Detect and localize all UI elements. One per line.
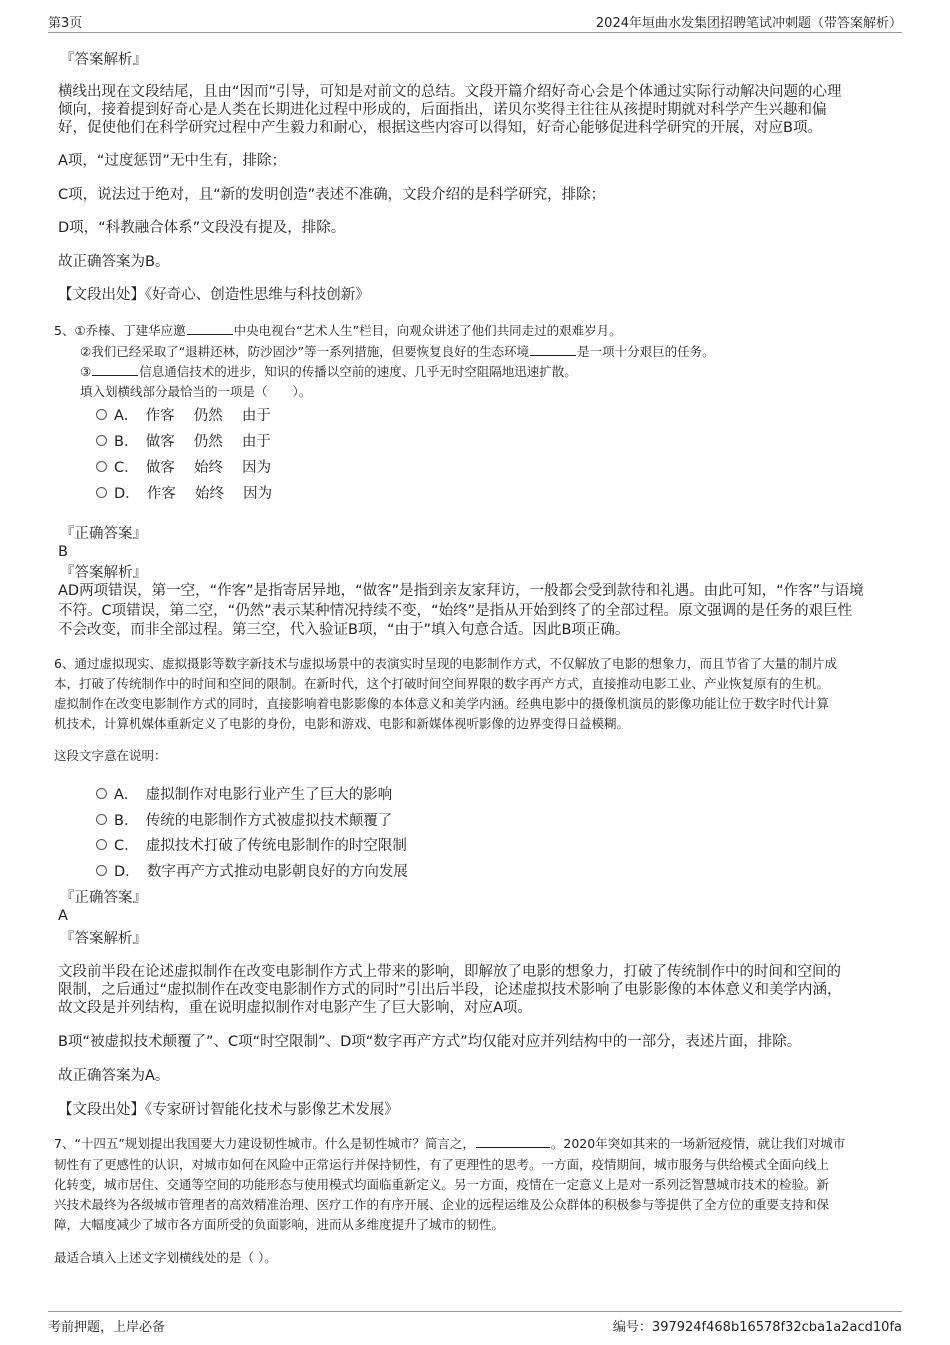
q5-option-b[interactable] xyxy=(96,430,396,450)
question-5-line1 xyxy=(54,321,622,341)
question-7-line: 障，大幅度减少了城市各方面所受的负面影响，进而从多维度提升了城市的韧性。 xyxy=(54,1217,505,1232)
radio-button[interactable] xyxy=(96,788,107,799)
radio-button[interactable] xyxy=(96,839,107,850)
analysis-line: 横线出现在文段结尾，且由“因而”引导，可知是对前文的总结。文段开篇介绍好奇心会是个体通过实际行动解决问题的心理 xyxy=(58,84,842,100)
radio-button[interactable] xyxy=(96,435,107,446)
fill-blank xyxy=(187,333,233,335)
q5-text: ②我们已经采取了“退耕还林，防沙固沙”等一系列措施，但要恢复良好的生态环境 xyxy=(80,344,530,359)
analysis-title: 『答案解析』 xyxy=(60,52,147,68)
question-6-line: 本，打破了传统制作中的时间和空间的限制。在新时代，这个打破时间空间界限的数字再产方式，直接推动电影工业、产业恢复原有的生机。 xyxy=(54,676,830,691)
question-6-prompt: 这段文字意在说明： xyxy=(54,748,167,763)
q7-text: 7、“十四五”规划提出我国要大力建设韧性城市。什么是韧性城市？简言之， xyxy=(54,1136,475,1151)
question-7-prompt: 最适合填入上述文字划横线处的是（ ）。 xyxy=(54,1250,277,1265)
analysis-line: AD两项错误，第一空，“作客”是指寄居异地，“做客”是指到亲友家拜访，一般都会受到款待和礼遇。由此可知，“作客”与语境 xyxy=(58,583,864,599)
question-6-line: 虚拟制作在改变电影制作方式的同时，直接影响着电影影像的本体意义和美学内涵。经典电影中的摄像机演员的影像功能让位于数字时代计算 xyxy=(54,696,830,711)
fill-blank xyxy=(530,354,576,356)
question-5-prompt: 填入划横线部分最恰当的一项是（ ）。 xyxy=(80,384,312,399)
analysis-title: 『答案解析』 xyxy=(60,931,147,947)
q5-text: 是一项十分艰巨的任务。 xyxy=(577,344,715,359)
option-label: D． 数字再产方式推动电影朝良好的方向发展 xyxy=(114,864,408,880)
source: 【文段出处】《好奇心、创造性思维与科技创新》 xyxy=(58,287,370,303)
option-label: B． 做客 仍然 由于 xyxy=(114,434,271,450)
option-label: A． 作客 仍然 由于 xyxy=(114,408,271,424)
q6-option-b[interactable] xyxy=(96,809,496,829)
conclusion: 故正确答案为B。 xyxy=(58,254,170,270)
question-7-line: 化转变，城市居住、交通等空间的功能形态与使用模式均面临重新定义。另一方面，疫情在一定意义上是对一系列泛智慧城市技术的检验。新 xyxy=(54,1177,830,1192)
q6-option-c[interactable] xyxy=(96,834,496,854)
q5-text: ③ xyxy=(80,364,92,379)
page-footer xyxy=(48,1311,902,1334)
q6-option-d[interactable] xyxy=(96,860,496,880)
radio-button[interactable] xyxy=(96,409,107,420)
q5-text: 中央电视台“艺术人生”栏目，向观众讲述了他们共同走过的艰难岁月。 xyxy=(233,323,622,338)
question-6-line: 6、通过虚拟现实、虚拟摄影等数字新技术与虚拟场景中的表演实时呈现的电影制作方式，不仅解放了电影的想象力，而且节省了大量的制片成 xyxy=(54,656,837,671)
radio-button[interactable] xyxy=(96,814,107,825)
analysis-line: 文段前半段在论述虚拟制作在改变电影制作方式上带来的影响，即解放了电影的想象力，打破了传统制作中的时间和空间的 xyxy=(58,964,841,980)
option-label: A． 虚拟制作对电影行业产生了巨大的影响 xyxy=(114,787,393,803)
q5-option-c[interactable] xyxy=(96,456,396,476)
question-6-line: 机技术，计算机媒体重新定义了电影的身份，电影和游戏、电影和新媒体视听影像的边界变得日益模糊。 xyxy=(54,716,630,731)
question-7-line: 兴技术最终为各级城市管理者的高效精准治理、医疗工作的有序开展、企业的远程运维及公众群体的积极参与等提供了全方位的重要支持和保 xyxy=(54,1197,830,1212)
q5-option-a[interactable] xyxy=(96,404,396,424)
question-7-line: 韧性有了更感性的认识，对城市如何在风险中正常运行并保持韧性，有了更理性的思考。一方面，疫情期间，城市服务与供给模式全面向线上 xyxy=(54,1157,830,1172)
footer-slogan: 考前押题，上岸必备 xyxy=(48,1320,166,1335)
analysis-line: 倾向，接着提到好奇心是人类在长期进化过程中形成的，后面指出，诺贝尔奖得主往往从孩提时期就对科学产生兴趣和偏 xyxy=(58,102,827,118)
analysis-line: 不符。C项错误，第二空，“仍然”表示某种情况持续不变，“始终”是指从开始到终了的全部过程。原文强调的是任务的艰巨性 xyxy=(58,603,853,619)
answer-value: A xyxy=(58,908,68,924)
other-options-analysis: B项“被虚拟技术颠覆了”、C项“时空限制”、D项“数字再产方式”均仅能对应并列结构中的一部分，表述片面，排除。 xyxy=(58,1034,802,1050)
option-label: D． 作客 始终 因为 xyxy=(114,486,273,502)
question-7-line1 xyxy=(54,1134,845,1154)
page-number: 第3页 xyxy=(48,16,83,31)
conclusion: 故正确答案为A。 xyxy=(58,1068,170,1084)
analysis-line: 不会改变，而非全部过程。第三空，代入验证B项，“由于”填入句意合适。因此B项正确。 xyxy=(58,622,630,638)
fill-blank xyxy=(476,1146,550,1148)
option-a-analysis: A项，“过度惩罚”无中生有，排除； xyxy=(58,153,286,169)
question-5-line2 xyxy=(80,342,715,362)
q5-text: 信息通信技术的进步，知识的传播以空前的速度、几乎无时空阻隔地迅速扩散。 xyxy=(139,364,577,379)
option-d-analysis: D项，“科教融合体系”文段没有提及，排除。 xyxy=(58,220,346,236)
document-id: 编号：397924f468b16578f32cba1a2acd10fa xyxy=(612,1320,902,1335)
q5-option-d[interactable] xyxy=(96,482,396,502)
q6-option-a[interactable] xyxy=(96,783,496,803)
answer-title: 『正确答案』 xyxy=(60,890,147,906)
radio-button[interactable] xyxy=(96,487,107,498)
analysis-line: 限制，之后通过“虚拟制作在改变电影制作方式的同时”引出后半段，论述虚拟技术影响了电影影像的本体意义和美学内涵， xyxy=(58,982,842,998)
page-header xyxy=(48,10,902,33)
analysis-line: 故文段是并列结构，重在说明虚拟制作对电影产生了巨大影响，对应A项。 xyxy=(58,1000,532,1016)
q5-text: 5、①乔榛、丁建华应邀 xyxy=(54,323,186,338)
option-label: C． 做客 始终 因为 xyxy=(114,460,272,476)
question-5-line3 xyxy=(80,362,577,382)
option-label: B． 传统的电影制作方式被虚拟技术颠覆了 xyxy=(114,813,393,829)
option-c-analysis: C项，说法过于绝对，且“新的发明创造”表述不准确，文段介绍的是科学研究，排除； xyxy=(58,187,606,203)
radio-button[interactable] xyxy=(96,865,107,876)
analysis-title: 『答案解析』 xyxy=(60,565,147,581)
source: 【文段出处】《专家研讨智能化技术与影像艺术发展》 xyxy=(58,1102,399,1118)
document-title: 2024年垣曲水发集团招聘笔试冲刺题（带答案解析） xyxy=(595,16,902,31)
fill-blank xyxy=(92,374,138,376)
option-label: C． 虚拟技术打破了传统电影制作的时空限制 xyxy=(114,838,407,854)
answer-value: B xyxy=(58,544,68,560)
answer-title: 『正确答案』 xyxy=(60,526,147,542)
q7-text: 。2020年突如其来的一场新冠疫情，就让我们对城市 xyxy=(550,1136,846,1151)
analysis-line: 好，促使他们在科学研究过程中产生毅力和耐心，根据这些内容可以得知，好奇心能够促进科学研究的开展，对应B项。 xyxy=(58,120,822,136)
radio-button[interactable] xyxy=(96,461,107,472)
